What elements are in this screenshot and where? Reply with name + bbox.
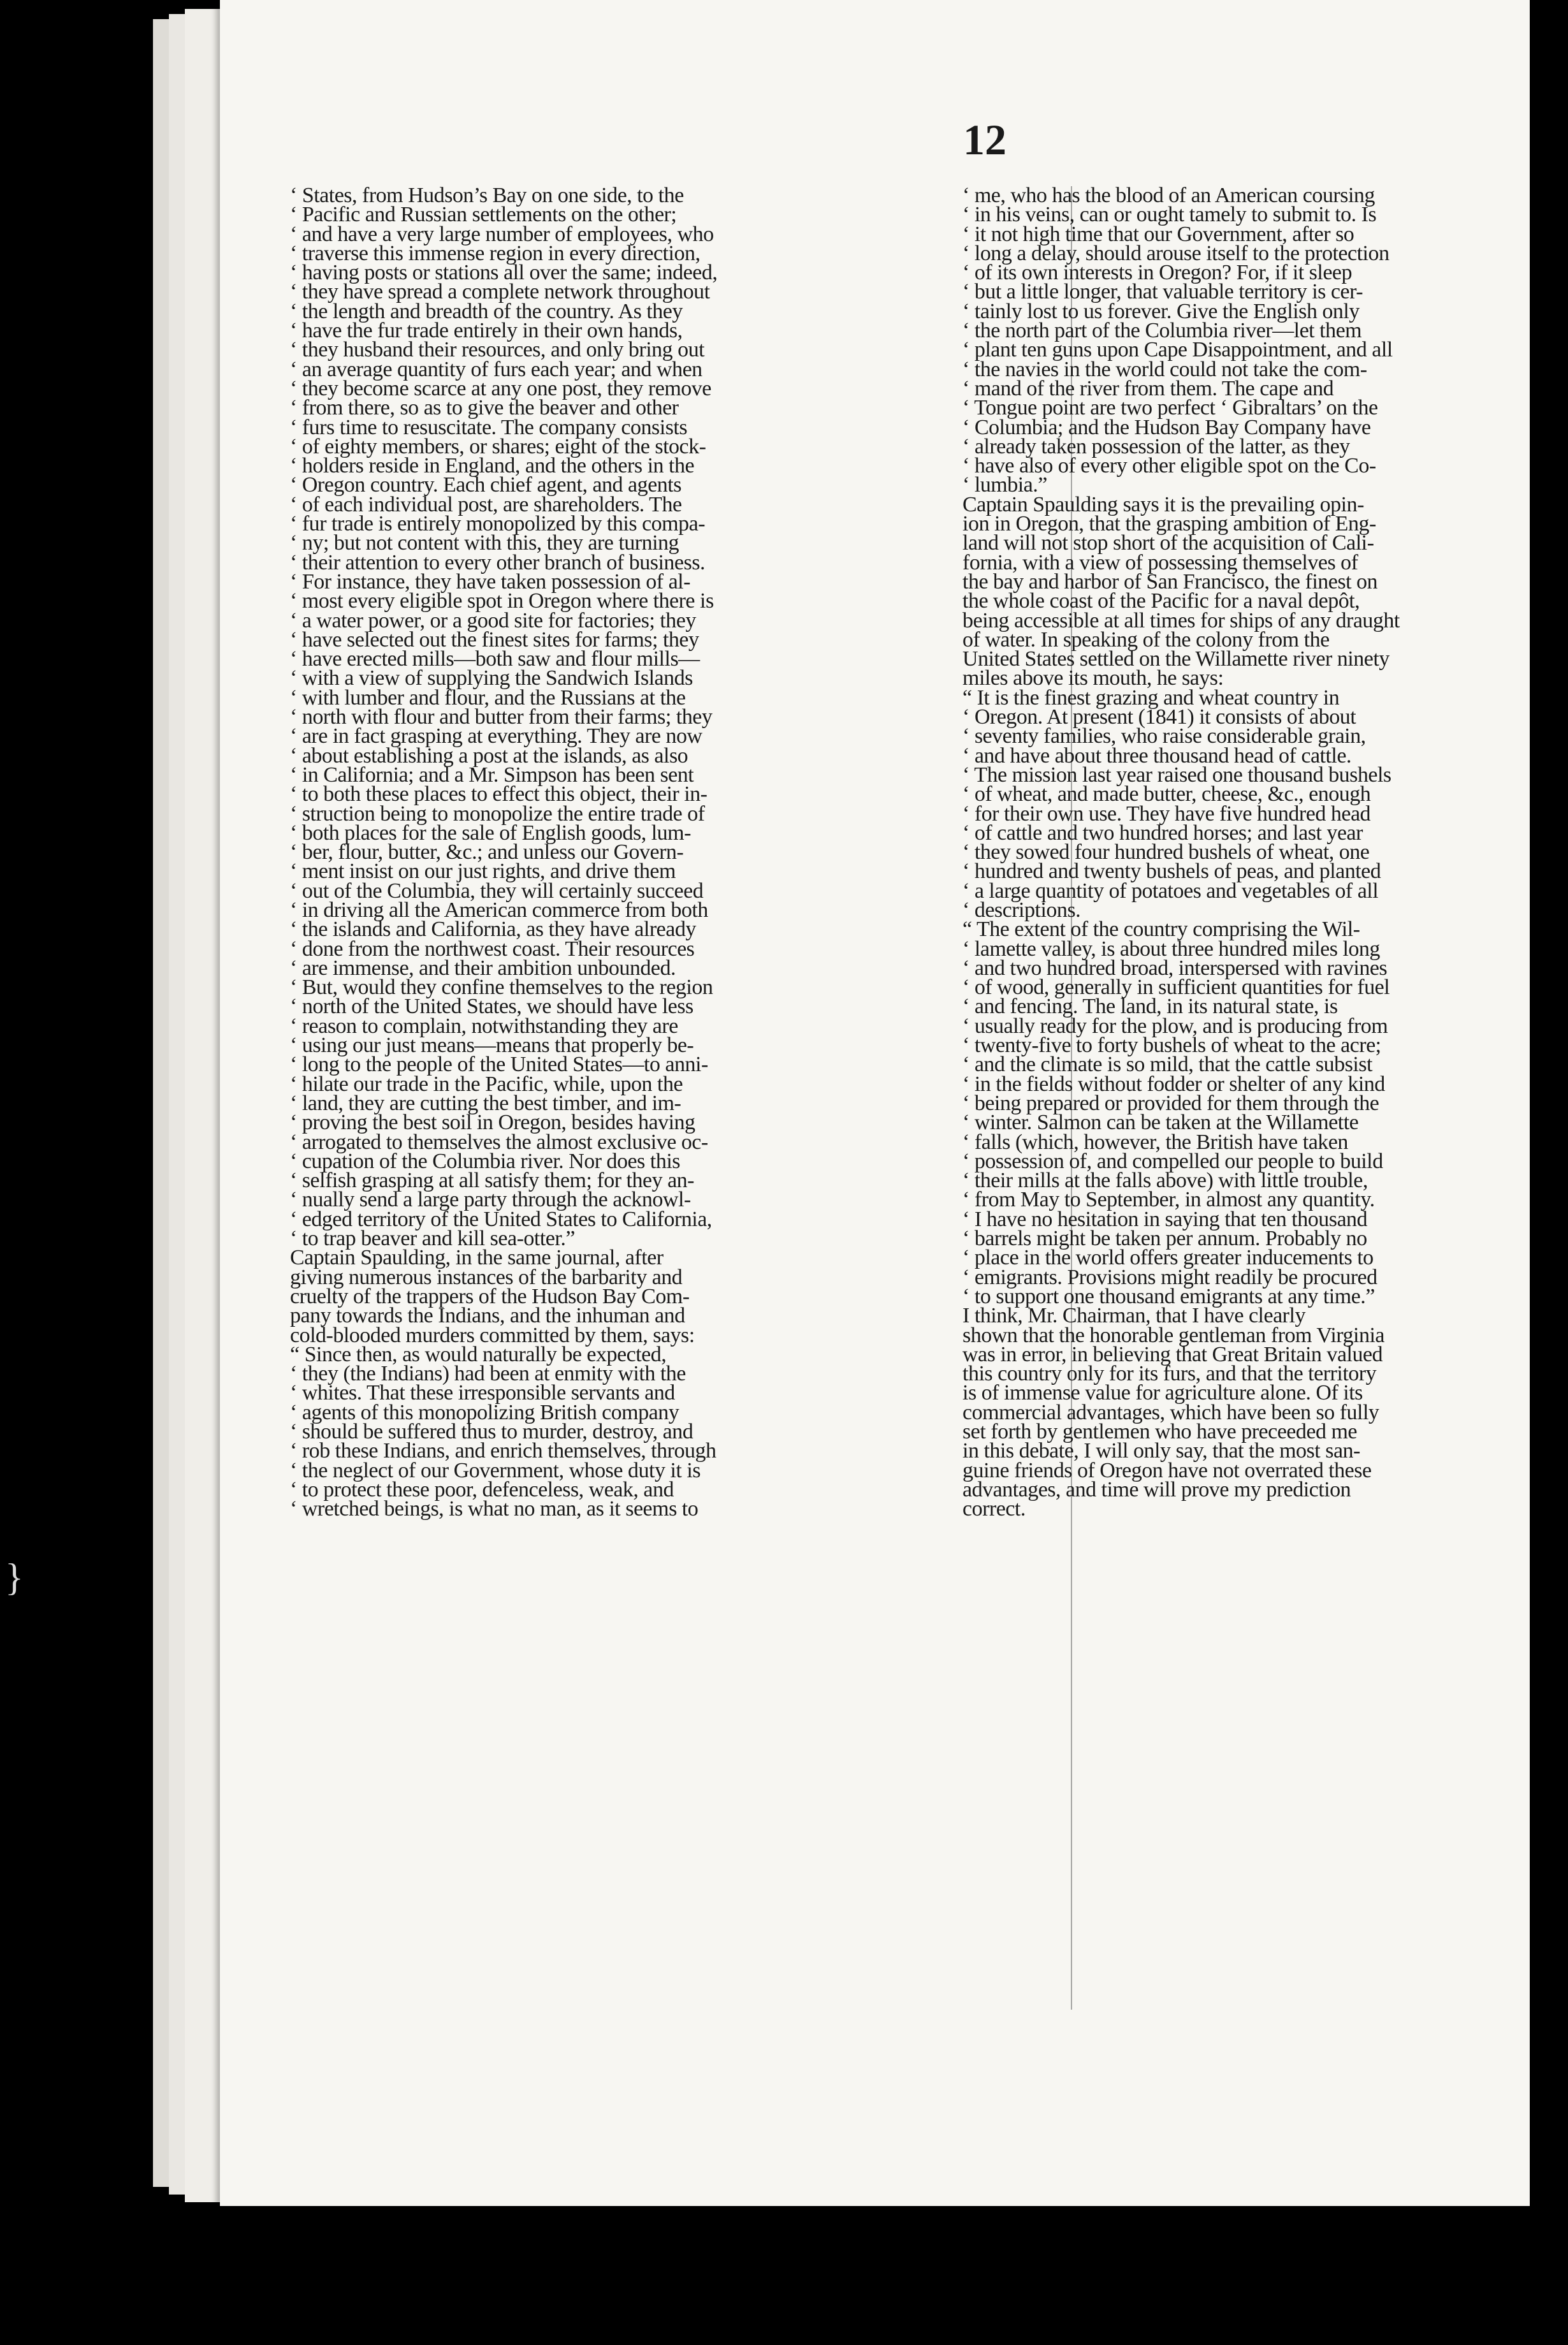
left-column: [290, 186, 985, 1519]
text-line: ‘ and have about three thousand head of cattle.: [962, 743, 1351, 768]
text-line: in this debate, I will only say, that the most san-: [962, 1439, 1360, 1463]
text-line: ‘ long to the people of the United States—to anni-: [290, 1053, 708, 1077]
text-line: cold-blooded murders committed by them, says:: [290, 1323, 695, 1347]
text-line: ‘ are in fact grasping at everything. They are now: [290, 724, 702, 749]
text-line: ‘ States, from Hudson’s Bay on one side, to the: [290, 184, 684, 207]
text-line: ‘ Columbia; and the Hudson Bay Company have: [962, 415, 1371, 439]
text-line: ‘ and two hundred broad, interspersed with ravines: [962, 956, 1388, 980]
text-line: ‘ using our just means—means that properly be-: [290, 1034, 694, 1058]
text-line: “ It is the finest grazing and wheat country in: [962, 685, 1340, 710]
text-line: ‘ fur trade is entirely monopolized by this compa-: [290, 512, 706, 536]
text-line: ‘ a large quantity of potatoes and vegetables of all: [962, 879, 1379, 903]
text-line: ‘ falls (which, however, the British have taken: [962, 1130, 1348, 1154]
text-line: ‘ have the fur trade entirely in their own hands,: [290, 319, 683, 343]
text-line: ‘ both places for the sale of English goods, lum-: [290, 821, 691, 845]
text-line: ‘ nually send a large party through the acknowl-: [290, 1188, 691, 1212]
text-line: ‘ twenty-five to forty bushels of wheat to the acre;: [962, 1034, 1381, 1058]
text-line: ‘ plant ten guns upon Cape Disappointment, and all: [962, 338, 1393, 362]
text-line: ‘ most every eligible spot in Oregon where there is: [290, 589, 714, 613]
text-line: “ The extent of the country comprising the Wil-: [962, 917, 1360, 942]
text-line: ‘ ny; but not content with this, they are turning: [290, 531, 679, 555]
text-line: “ Since then, as would naturally be expected,: [290, 1342, 667, 1366]
text-line: ‘ done from the northwest coast. Their resources: [290, 937, 695, 961]
text-line: ‘ lamette valley, is about three hundred miles long: [962, 937, 1380, 961]
text-line: ‘ the neglect of our Government, whose duty it is: [290, 1458, 701, 1482]
text-line: ‘ in California; and a Mr. Simpson has been sent: [290, 763, 694, 787]
text-line: ‘ should be suffered thus to murder, destroy, and: [290, 1420, 693, 1443]
right-scan-edge: [1530, 0, 1568, 2345]
text-line: Captain Spaulding says it is the prevailing opin-: [962, 492, 1364, 516]
text-line: cruelty of the trappers of the Hudson Bay Com-: [290, 1284, 690, 1308]
scan-artifact-mark: }: [5, 1556, 24, 1598]
text-line: ‘ of wheat, and made butter, cheese, &c., enough: [962, 782, 1371, 807]
text-line: ‘ from there, so as to give the beaver and other: [290, 396, 679, 420]
text-line: ‘ in the fields without fodder or shelter of any kind: [962, 1072, 1385, 1096]
text-line: ‘ a water power, or a good site for factories; they: [290, 608, 696, 632]
text-line: ‘ of eighty members, or shares; eight of the stock-: [290, 434, 706, 458]
text-line: ‘ Oregon. At present (1841) it consists of about: [962, 705, 1356, 729]
text-line: giving numerous instances of the barbarity and: [290, 1265, 683, 1289]
text-line: being accessible at all times for ships of any draught: [962, 608, 1400, 632]
text-line: pany towards the Indians, and the inhuman and: [290, 1304, 685, 1328]
text-line: ‘ already taken possession of the latter, as they: [962, 434, 1350, 458]
text-line: ‘ emigrants. Provisions might readily be procured: [962, 1265, 1377, 1289]
text-line: ‘ with lumber and flour, and the Russians at the: [290, 685, 686, 710]
text-line: ‘ their mills at the falls above) with little trouble,: [962, 1169, 1368, 1193]
text-line: ‘ usually ready for the plow, and is producing from: [962, 1014, 1388, 1038]
text-line: fornia, with a view of possessing themselves of: [962, 550, 1358, 574]
text-line: ‘ ber, flour, butter, &c.; and unless our Govern-: [290, 840, 684, 865]
text-line: ‘ north with flour and butter from their farms; they: [290, 705, 713, 729]
text-line: ion in Oregon, that the grasping ambition of Eng-: [962, 512, 1376, 536]
text-line: the bay and harbor of San Francisco, the finest on: [962, 569, 1378, 594]
text-line: ‘ ment insist on our just rights, and drive them: [290, 859, 676, 884]
text-line: ‘ have selected out the finest sites for farms; they: [290, 627, 699, 652]
text-line: ‘ traverse this immense region in every direction,: [290, 241, 701, 265]
text-line: ‘ the length and breadth of the country. As they: [290, 299, 683, 323]
text-line: ‘ me, who has the blood of an American coursing: [962, 184, 1375, 207]
text-line: ‘ having posts or stations all over the same; indeed,: [290, 261, 718, 285]
text-line: ‘ Tongue point are two perfect ‘ Gibraltars’ on the: [962, 396, 1378, 420]
text-line: ‘ tainly lost to us forever. Give the English only: [962, 299, 1360, 323]
text-line: ‘ and have a very large number of employees, who: [290, 222, 714, 246]
text-line: shown that the honorable gentleman from Virginia: [962, 1323, 1384, 1347]
text-line: ‘ mand of the river from them. The cape and: [962, 376, 1334, 400]
text-line: Captain Spaulding, in the same journal, after: [290, 1246, 664, 1270]
text-line: ‘ have erected mills—both saw and flour mills—: [290, 647, 700, 671]
text-line: ‘ whites. That these irresponsible servants and: [290, 1381, 675, 1405]
text-line: this country only for its furs, and that the territory: [962, 1362, 1377, 1386]
text-line: the whole coast of the Pacific for a naval depôt,: [962, 589, 1360, 613]
text-line: ‘ they husband their resources, and only bring out: [290, 338, 705, 362]
text-line: ‘ the islands and California, as they have already: [290, 917, 696, 942]
text-line: commercial advantages, which have been so fully: [962, 1400, 1379, 1424]
right-column: [962, 186, 1530, 1519]
text-line: of water. In speaking of the colony from the: [962, 627, 1330, 652]
text-line: ‘ their attention to every other branch of business.: [290, 550, 705, 574]
text-line: ‘ winter. Salmon can be taken at the Willamette: [962, 1111, 1359, 1135]
text-line: ‘ furs time to resuscitate. The company consists: [290, 415, 688, 439]
text-line: ‘ of its own interests in Oregon? For, if it sleep: [962, 261, 1353, 285]
text-line: ‘ to both these places to effect this object, their in-: [290, 782, 708, 807]
text-line: ‘ lumbia.”: [962, 473, 1047, 497]
text-line: ‘ of cattle and two hundred horses; and last year: [962, 821, 1363, 845]
text-line: ‘ edged territory of the United States to California,: [290, 1207, 712, 1231]
text-line: ‘ barrels might be taken per annum. Probably no: [962, 1227, 1367, 1251]
text-line: ‘ descriptions.: [962, 898, 1081, 922]
text-line: ‘ arrogated to themselves the almost exclusive oc-: [290, 1130, 708, 1154]
text-line: ‘ hilate our trade in the Pacific, while, upon the: [290, 1072, 683, 1096]
text-line: ‘ north of the United States, we should have less: [290, 995, 693, 1019]
left-margin: [0, 0, 38, 2345]
text-line: ‘ Pacific and Russian settlements on the other;: [290, 203, 677, 227]
text-line: ‘ But, would they confine themselves to the region: [290, 975, 713, 1000]
text-line: ‘ cupation of the Columbia river. Nor does this: [290, 1149, 680, 1173]
text-line: ‘ of wood, generally in sufficient quantities for fuel: [962, 975, 1390, 1000]
text-line: ‘ place in the world offers greater inducements to: [962, 1246, 1374, 1270]
text-line: ‘ in driving all the American commerce from both: [290, 898, 708, 922]
text-line: I think, Mr. Chairman, that I have clearly: [962, 1304, 1305, 1328]
text-line: was in error, in believing that Great Britain valued: [962, 1342, 1383, 1366]
text-line: ‘ they sowed four hundred bushels of wheat, one: [962, 840, 1370, 865]
text-line: ‘ have also of every other eligible spot on the Co-: [962, 454, 1376, 478]
text-line: ‘ from May to September, in almost any quantity.: [962, 1188, 1375, 1212]
text-line: ‘ it not high time that our Government, after so: [962, 222, 1354, 246]
text-line: ‘ about establishing a post at the islands, as also: [290, 743, 688, 768]
text-line: ‘ possession of, and compelled our people to build: [962, 1149, 1383, 1173]
page-number: 12: [963, 115, 1006, 164]
text-line: ‘ they have spread a complete network throughout: [290, 280, 710, 304]
text-line: advantages, and time will prove my prediction: [962, 1477, 1351, 1501]
document-page: [220, 0, 1530, 2206]
text-line: guine friends of Oregon have not overrated these: [962, 1458, 1372, 1482]
text-line: ‘ they (the Indians) had been at enmity with the: [290, 1362, 686, 1386]
text-line: ‘ agents of this monopolizing British company: [290, 1400, 679, 1424]
text-line: ‘ and fencing. The land, in its natural state, is: [962, 995, 1338, 1019]
text-line: miles above its mouth, he says:: [962, 666, 1224, 690]
text-line: is of immense value for agriculture alone. Of its: [962, 1381, 1363, 1405]
text-line: ‘ struction being to monopolize the entire trade of: [290, 801, 705, 826]
text-line: ‘ in his veins, can or ought tamely to submit to. Is: [962, 203, 1377, 227]
text-line: ‘ wretched beings, is what no man, as it seems to: [290, 1497, 699, 1521]
text-line: ‘ the navies in the world could not take the com-: [962, 357, 1367, 381]
text-line: ‘ with a view of supplying the Sandwich Islands: [290, 666, 693, 690]
text-line: ‘ The mission last year raised one thousand bushels: [962, 763, 1391, 787]
text-line: ‘ For instance, they have taken possession of al-: [290, 569, 690, 594]
text-line: ‘ being prepared or provided for them through the: [962, 1091, 1379, 1115]
text-line: ‘ Oregon country. Each chief agent, and agents: [290, 473, 681, 497]
text-line: ‘ land, they are cutting the best timber, and im-: [290, 1091, 681, 1115]
text-line: ‘ the north part of the Columbia river—let them: [962, 319, 1362, 343]
text-line: ‘ seventy families, who raise considerable grain,: [962, 724, 1366, 749]
text-line: ‘ but a little longer, that valuable territory is cer-: [962, 280, 1363, 304]
text-line: ‘ selfish grasping at all satisfy them; for they an-: [290, 1169, 694, 1193]
text-line: ‘ I have no hesitation in saying that ten thousand: [962, 1207, 1368, 1231]
text-line: ‘ long a delay, should arouse itself to the protection: [962, 241, 1390, 265]
text-line: ‘ and the climate is so mild, that the cattle subsist: [962, 1053, 1372, 1077]
text-line: ‘ out of the Columbia, they will certainly succeed: [290, 879, 704, 903]
text-line: ‘ to protect these poor, defenceless, weak, and: [290, 1477, 674, 1501]
text-line: ‘ an average quantity of furs each year; and when: [290, 357, 702, 381]
text-line: ‘ rob these Indians, and enrich themselves, through: [290, 1439, 716, 1463]
text-line: correct.: [962, 1497, 1026, 1521]
text-line: ‘ hundred and twenty bushels of peas, and planted: [962, 859, 1381, 884]
text-line: set forth by gentlemen who have preceeded me: [962, 1420, 1358, 1443]
text-line: ‘ to support one thousand emigrants at any time.”: [962, 1284, 1375, 1308]
text-line: ‘ are immense, and their ambition unbounded.: [290, 956, 676, 980]
text-line: ‘ they become scarce at any one post, they remove: [290, 376, 711, 400]
text-line: ‘ reason to complain, notwithstanding they are: [290, 1014, 678, 1038]
text-line: ‘ holders reside in England, and the others in the: [290, 454, 695, 478]
text-line: United States settled on the Willamette river ninety: [962, 647, 1390, 671]
text-line: ‘ for their own use. They have five hundred head: [962, 801, 1371, 826]
text-line: land will not stop short of the acquisition of Cali-: [962, 531, 1374, 555]
text-line: ‘ to trap beaver and kill sea-otter.”: [290, 1227, 575, 1251]
text-line: ‘ of each individual post, are shareholders. The: [290, 492, 682, 516]
text-line: ‘ proving the best soil in Oregon, besides having: [290, 1111, 695, 1135]
